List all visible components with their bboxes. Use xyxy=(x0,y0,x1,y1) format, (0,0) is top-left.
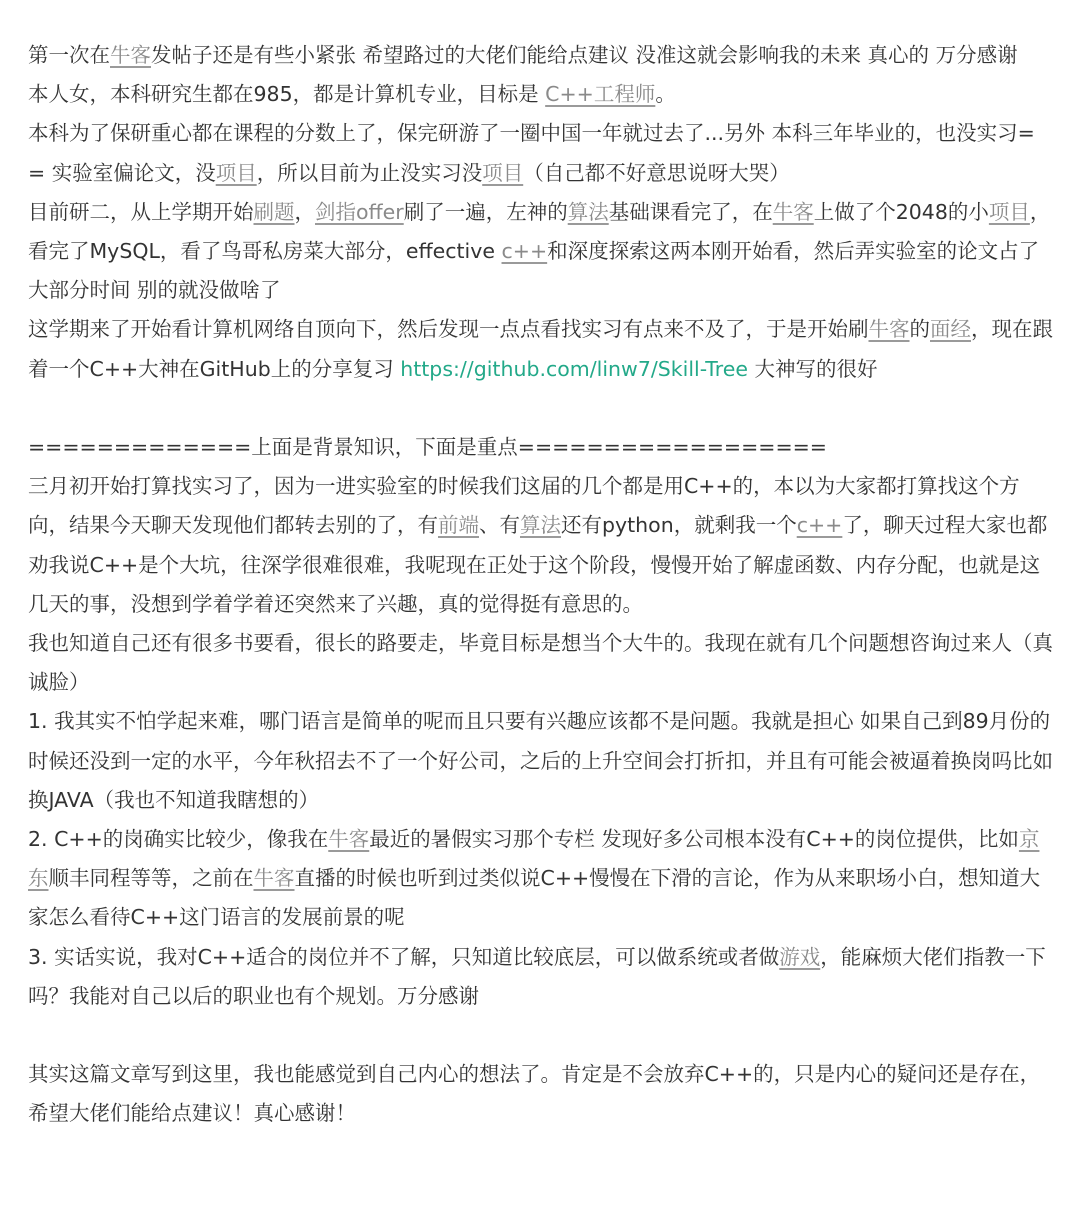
text-run: ，看完了MySQL，看了鸟哥私房菜大部分，effective xyxy=(28,199,1051,264)
text-run: 本科为了保研重心都在课程的分数上了，保完研游了一圈中国一年就过去了...另外 本科三年毕业的，也没实习= = 实验室偏论文，没 xyxy=(28,121,1035,185)
keyword-link[interactable]: 牛客 xyxy=(772,199,814,224)
text-run: =============上面是背景知识，下面是重点================== xyxy=(28,435,827,460)
text-run: 最近的暑假实习那个专栏 发现好多公司根本没有C++的岗位提供，比如 xyxy=(369,827,1019,852)
text-run: ， xyxy=(294,199,315,224)
post-body xyxy=(28,36,1058,1134)
text-run: 顺丰同程等等，之前在 xyxy=(48,866,254,891)
text-run: 和深度探索这两本刚开始看，然后弄实验室的论文占了大部分时间 别的就没做啥了 xyxy=(28,239,1040,303)
keyword-link[interactable]: 牛客 xyxy=(110,43,151,67)
post-paragraph xyxy=(28,624,1058,702)
text-run: 2. C++的岗确实比较少，像我在 xyxy=(28,827,329,852)
keyword-link[interactable]: 刷题 xyxy=(253,199,295,224)
keyword-link[interactable]: 牛客 xyxy=(328,827,370,852)
text-run: 大神写的很好 xyxy=(747,356,878,381)
text-run: 基础课看完了，在 xyxy=(608,199,773,224)
post-paragraph xyxy=(28,428,1058,467)
text-run: 。 xyxy=(655,82,676,107)
text-run: 第一次在 xyxy=(28,43,110,67)
text-run: 目前研二，从上学期开始 xyxy=(28,199,254,224)
text-run: ，能麻烦大佬们指教一下吗？我能对自己以后的职业也有个规划。万分感谢 xyxy=(28,944,1046,1008)
text-run: 了，聊天过程大家也都劝我说C++是个大坑，往深学很难很难，我呢现在正处于这个阶段，慢慢开始了解虚函数、内存分配，也就是这几天的事，没想到学着学着还突然来了兴趣，真的觉得挺有意思的。 xyxy=(28,513,1048,616)
post-paragraph xyxy=(28,702,1058,820)
keyword-link[interactable]: 项目 xyxy=(215,160,257,185)
post-paragraph xyxy=(28,114,1058,192)
keyword-link[interactable]: 牛客 xyxy=(253,866,295,891)
post-paragraph xyxy=(28,193,1058,311)
keyword-link[interactable]: 项目 xyxy=(482,160,524,185)
text-run: 上做了个2048的小 xyxy=(813,199,989,224)
text-run: ，所以目前为止没实习没 xyxy=(256,160,483,185)
text-run: 直播的时候也听到过类似说C++慢慢在下滑的言论，作为从来职场小白，想知道大家怎么看待C++这门语言的发展前景的呢 xyxy=(28,866,1041,930)
keyword-link[interactable]: 前端 xyxy=(438,513,479,538)
text-run: （自己都不好意思说呀大哭） xyxy=(523,160,790,185)
text-run: 3. 实话实说，我对C++适合的岗位并不了解，只知道比较底层，可以做系统或者做 xyxy=(28,944,780,969)
keyword-link[interactable]: 算法 xyxy=(567,199,609,224)
blank-line xyxy=(28,1016,1058,1055)
url-link[interactable]: https://github.com/linw7/Skill-Tree xyxy=(400,356,748,381)
text-run: 的 xyxy=(909,317,930,342)
post-paragraph xyxy=(28,820,1058,938)
post-paragraph xyxy=(28,467,1058,624)
keyword-link[interactable]: 面经 xyxy=(930,317,971,342)
keyword-link[interactable]: c++ xyxy=(501,239,548,264)
text-run: 还有python，就剩我一个 xyxy=(561,513,797,538)
keyword-link[interactable]: 游戏 xyxy=(779,944,821,969)
text-run: 发帖子还是有些小紧张 希望路过的大佬们能给点建议 没准这就会影响我的未来 真心的 万分感谢 xyxy=(151,43,1018,67)
keyword-link[interactable]: 牛客 xyxy=(868,317,910,342)
post-paragraph xyxy=(28,1055,1058,1133)
post-paragraph xyxy=(28,310,1058,388)
post-paragraph xyxy=(28,75,1058,114)
text-run: 我也知道自己还有很多书要看，很长的路要走，毕竟目标是想当个大牛的。我现在就有几个问题想咨询过来人（真诚脸） xyxy=(28,631,1053,695)
keyword-link[interactable]: C++工程师 xyxy=(545,82,656,107)
text-run: 本人女，本科研究生都在985，都是计算机专业，目标是 xyxy=(28,82,546,107)
keyword-link[interactable]: c++ xyxy=(796,513,843,538)
post-paragraph xyxy=(28,36,1058,75)
blank-line xyxy=(28,389,1058,428)
keyword-link[interactable]: 项目 xyxy=(988,199,1030,224)
text-run: 刷了一遍，左神的 xyxy=(403,199,568,224)
text-run: 1. 我其实不怕学起来难，哪门语言是简单的呢而且只要有兴趣应该都不是问题。我就是担心 如果自己到89月份的时候还没到一定的水平，今年秋招去不了一个好公司，之后的上升空间会打折扣，并且有可能会被逼着换岗吗比如换JAVA（我也不知道我瞎想的） xyxy=(28,709,1053,812)
text-run: 三月初开始打算找实习了，因为一进实验室的时候我们这届的几个都是用C++的，本以为大家都打算找这个方向，结果今天聊天发现他们都转去别的了，有 xyxy=(28,474,1020,538)
text-run: 其实这篇文章写到这里，我也能感觉到自己内心的想法了。肯定是不会放弃C++的，只是内心的疑问还是存在，希望大佬们能给点建议！真心感谢！ xyxy=(28,1062,1041,1126)
keyword-link[interactable]: 京东 xyxy=(28,827,1040,891)
text-run: ，现在跟着一个C++大神在GitHub上的分享复习 xyxy=(28,317,1053,381)
keyword-link[interactable]: 算法 xyxy=(520,513,561,538)
text-run: 、有 xyxy=(479,513,520,538)
text-run: 这学期来了开始看计算机网络自顶向下，然后发现一点点看找实习有点来不及了，于是开始刷 xyxy=(28,317,869,342)
post-paragraph xyxy=(28,938,1058,1016)
keyword-link[interactable]: 剑指offer xyxy=(315,199,404,224)
